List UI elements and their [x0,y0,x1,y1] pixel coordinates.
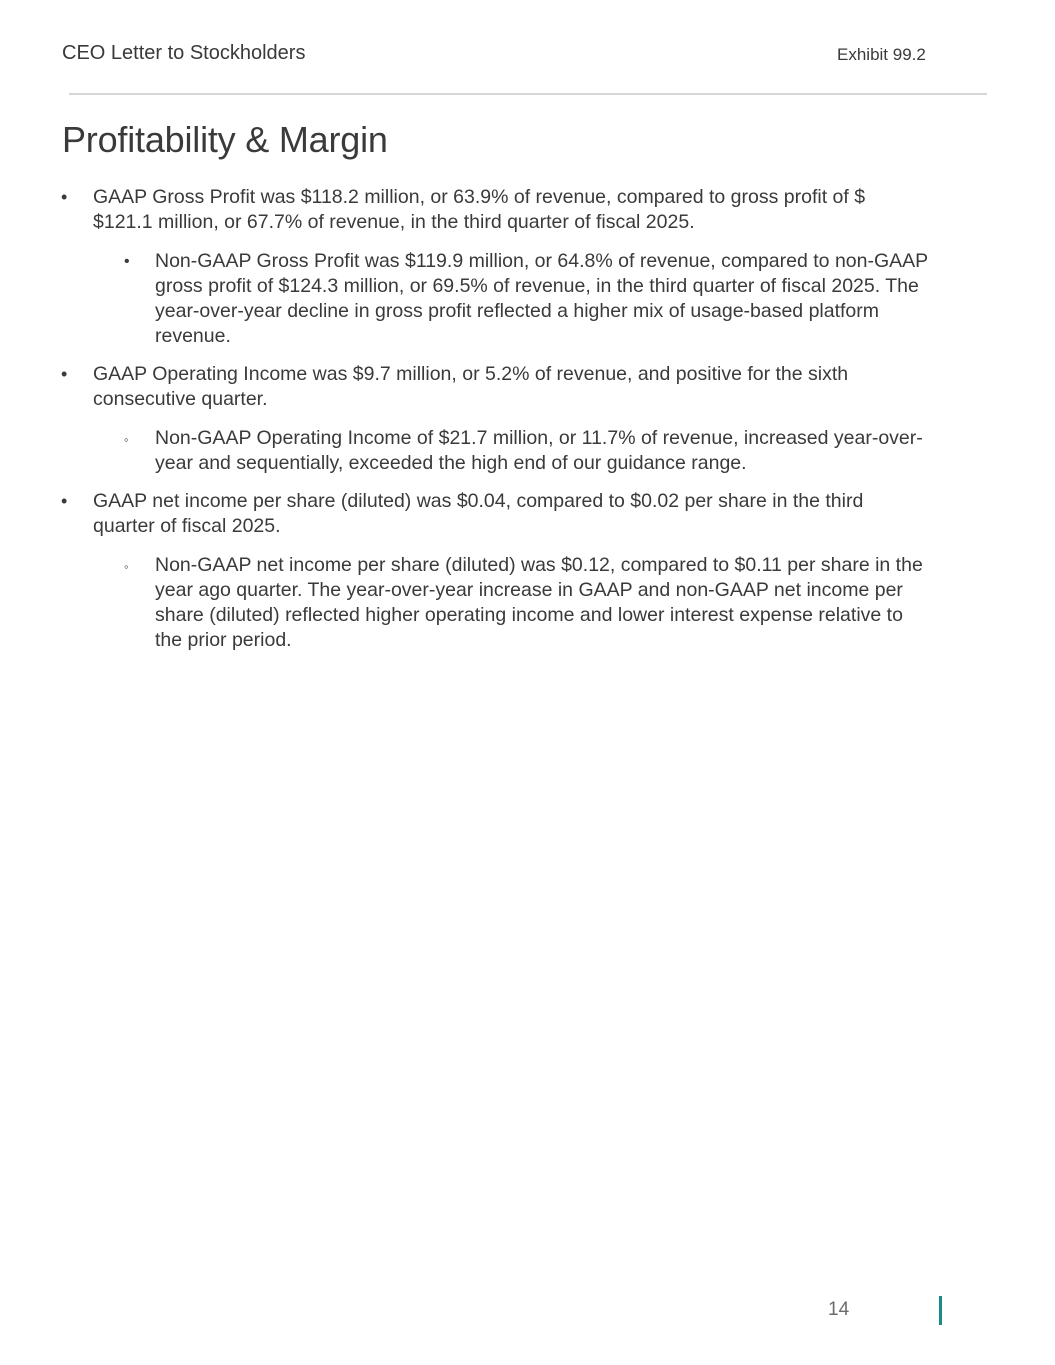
section-title: Profitability & Margin [62,119,388,160]
bullet-item-operating-income [61,362,923,412]
bullet-text: GAAP Gross Profit was $118.2 million, or 63.9% of revenue, compared to gross profit of $ $121.1 million, or 67.7% of revenue, in the third quarter of fiscal 2025. [93,186,866,233]
hollow-bullet-icon: ◦ [124,559,129,574]
page-accent-bar [939,1296,942,1325]
bullet-icon: • [61,491,68,511]
sub-bullet-item-non-gaap-gross-profit [124,249,935,349]
sub-bullet-text: Non-GAAP Gross Profit was $119.9 million, or 64.8% of revenue, compared to non-GAAP gross profit of $124.3 million, or 69.5% of revenue, in the third quarter of fiscal 2025. The year-over-year decline in gross profit reflected a higher mix of usage-based platform revenue. [155,250,928,347]
header-divider [69,93,987,95]
page-number: 14 [828,1299,850,1320]
sub-bullet-item-non-gaap-net-income [124,553,935,653]
bullet-text: GAAP net income per share (diluted) was $0.04, compared to $0.02 per share in the third quarter of fiscal 2025. [93,490,864,537]
bullet-item-net-income [61,489,923,539]
bullet-icon: • [61,187,68,207]
exhibit-label: Exhibit 99.2 [837,45,926,64]
bullet-icon: • [61,364,68,384]
hollow-bullet-icon: ◦ [124,432,129,447]
document-header-title: CEO Letter to Stockholders [62,42,306,64]
sub-bullet-item-non-gaap-operating-income [124,426,935,476]
bullet-item-gross-profit [61,185,923,235]
bullet-icon: • [124,253,130,270]
bullet-text: GAAP Operating Income was $9.7 million, or 5.2% of revenue, and positive for the sixth consecutive quarter. [93,363,849,410]
sub-bullet-text: Non-GAAP Operating Income of $21.7 million, or 11.7% of revenue, increased year-over-year and sequentially, exceeded the high end of our guidance range. [155,427,923,474]
sub-bullet-text: Non-GAAP net income per share (diluted) was $0.12, compared to $0.11 per share in the year ago quarter. The year-over-year increase in GAAP and non-GAAP net income per share (diluted) reflected higher operating income and lower interest expense relative to the prior period. [155,554,923,651]
